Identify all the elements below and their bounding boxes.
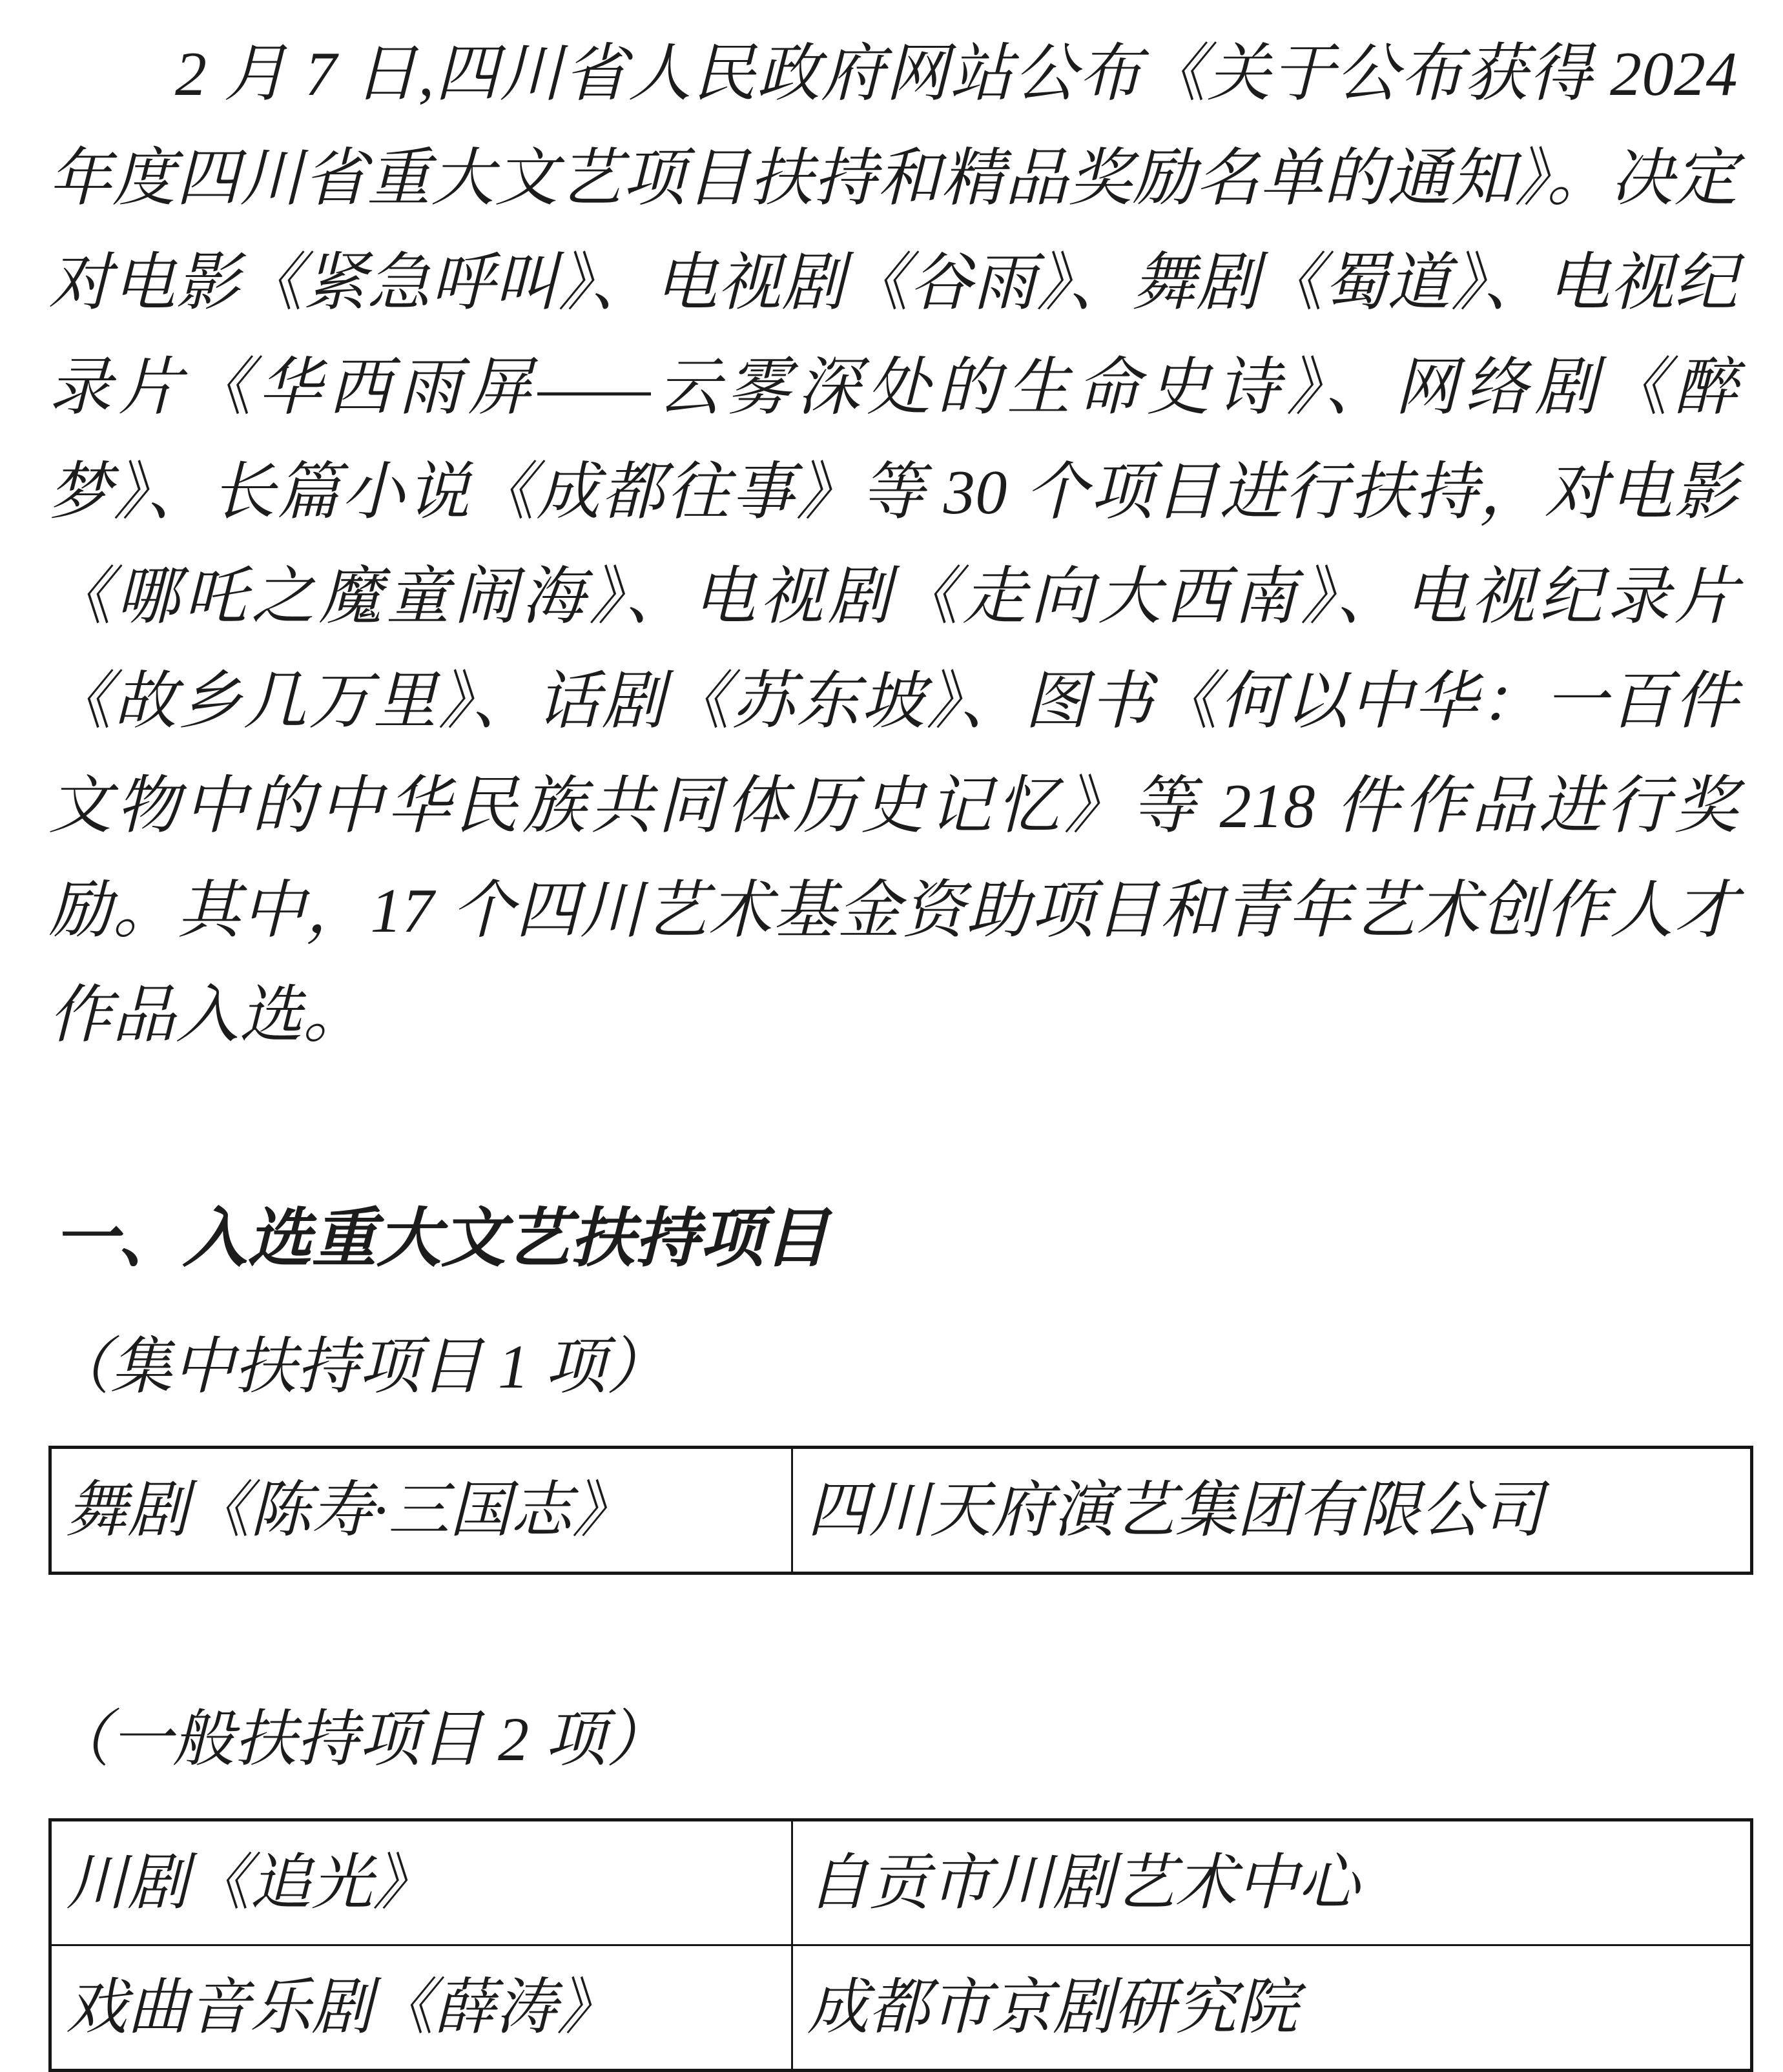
group1-label: （集中扶持项目 1 项） [48, 1332, 668, 1401]
project-cell: 戏曲音乐剧《薛涛》 [50, 1945, 792, 2071]
section-heading: 一、入选重大文艺扶持项目 [54, 1203, 829, 1275]
table-row [50, 1448, 1752, 1574]
group2-label: （一般扶持项目 2 项） [48, 1705, 668, 1774]
group2-table [48, 1818, 1753, 2072]
project-cell: 川剧《追光》 [50, 1820, 792, 1945]
table-row [50, 1945, 1752, 2071]
table-row [50, 1820, 1752, 1945]
organization-cell: 自贡市川剧艺术中心 [792, 1820, 1751, 1945]
organization-cell: 四川天府演艺集团有限公司 [792, 1448, 1751, 1574]
intro-paragraph: 2 月 7 日,四川省人民政府网站公布《关于公布获得 2024 年度四川省重大文艺项目扶持和精品奖励名单的通知》。决定对电影《紧急呼叫》、电视剧《谷雨》、舞剧《蜀道》、电视纪录片《华西雨屏——云雾深处的生命史诗》、网络剧《醉梦》、长篇小说《成都往事》等 30 个项目进行扶持，对电影《哪吒之魔童闹海》、电视剧《走向大西南》、电视纪录片《故乡几万里》、话剧《苏东坡》、图书《何以中华：一百件文物中的中华民族共同体历史记忆》等 218 件作品进行奖励。其中，17 个四川艺术基金资助项目和青年艺术创作人才作品入选。 [48, 39, 1738, 1051]
group1-table [48, 1446, 1753, 1575]
organization-cell: 成都市京剧研究院 [792, 1945, 1751, 2071]
project-cell: 舞剧《陈寿·三国志》 [50, 1448, 792, 1574]
